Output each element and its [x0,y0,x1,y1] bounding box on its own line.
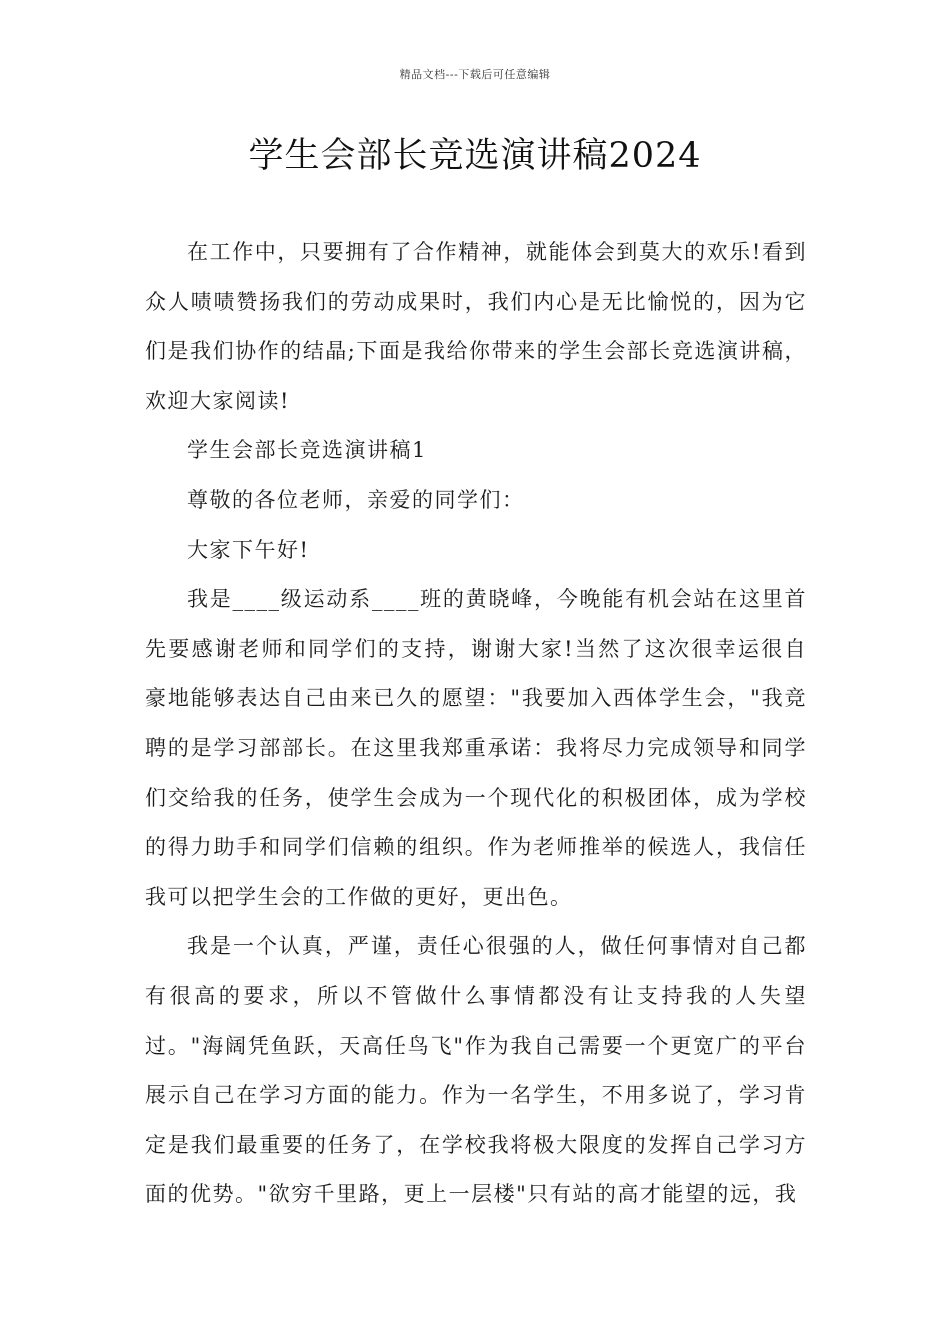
salutation: 尊敬的各位老师，亲爱的同学们： [187,487,525,512]
document-body [145,228,807,1220]
paragraph-intro: 在工作中，只要拥有了合作精神，就能体会到莫大的欢乐!看到众人啧啧赞扬我们的劳动成果时，我们内心是无比愉悦的，因为它们是我们协作的结晶;下面是我给你带来的学生会部长竞选演讲稿，欢迎大家阅读! [145,240,807,413]
document-title: 学生会部长竞选演讲稿2024 [248,136,702,176]
paragraph-body-1: 我是____级运动系____班的黄晓峰，今晚能有机会站在这里首先要感谢老师和同学们的支持，谢谢大家!当然了这次很幸运很自豪地能够表达自己由来已久的愿望："我要加入西体学生会，"我竞聘的是学习部部长。在这里我郑重承诺：我将尽力完成领导和同学们交给我的任务，使学生会成为一个现代化的积极团体，成为学校的得力助手和同学们信赖的组织。作为老师推举的候选人，我信任我可以把学生会的工作做的更好，更出色。 [145,587,807,909]
header-note: 精品文档---下载后可任意编辑 [399,68,551,81]
paragraph-body-2: 我是一个认真，严谨，责任心很强的人，做任何事情对自己都有很高的要求，所以不管做什么事情都没有让支持我的人失望过。"海阔凭鱼跃，天高任鸟飞"作为我自己需要一个更宽广的平台展示自己在学习方面的能力。作为一名学生，不用多说了，学习肯定是我们最重要的任务了，在学校我将极大限度的发挥自己学习方面的优势。"欲穷千里路，更上一层楼"只有站的高才能望的远，我 [145,934,807,1207]
section-heading: 学生会部长竞选演讲稿1 [187,438,427,463]
greeting: 大家下午好! [187,537,310,562]
